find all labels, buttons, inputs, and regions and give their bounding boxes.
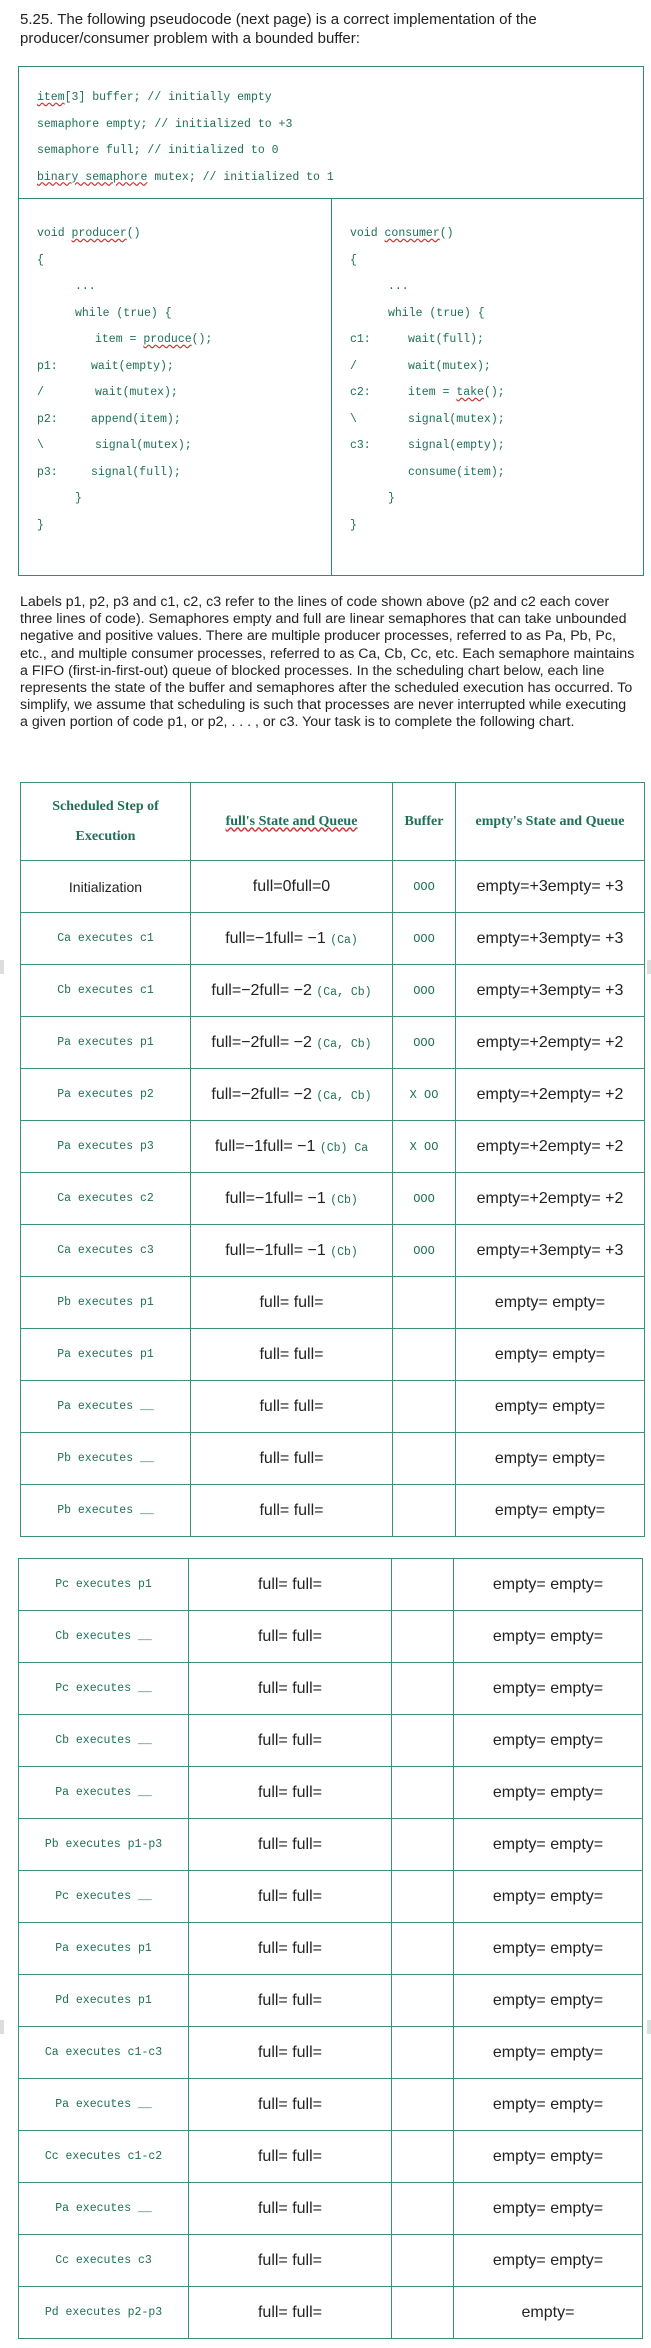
full-value: full= full= [257,1939,323,1957]
code-token: ... [388,280,409,293]
table-row [19,1611,643,1663]
code-token: (); [191,333,213,346]
empty-cell: empty= empty= [454,1871,643,1923]
empty-cell: empty= [454,2287,643,2339]
code-text [95,380,178,407]
code-token: signal(empty); [408,439,505,452]
step-cell: Pb executes __ [21,1433,191,1485]
code-token: while (true) { [75,306,172,320]
table-row [21,1485,645,1537]
buffer-cell: X OO [393,1121,456,1173]
code-token: () [126,227,141,240]
full-cell [191,1433,393,1485]
code-text [95,433,192,460]
code-line [350,354,643,381]
table-row [19,1559,643,1611]
code-token: void [350,227,385,240]
header-buffer: Buffer [393,783,456,861]
question-title: 5.25. The following pseudocode (next page) is a correct implementation of the producer/consumer problem with a bounded buffer: [20,11,537,47]
code-line [37,221,331,248]
empty-cell: empty=+2empty= +2 [456,1017,645,1069]
code-identifier: binary semaphore [37,170,148,184]
full-value: full= full= [257,2251,323,2269]
table-row [19,1975,643,2027]
empty-cell: empty=+3empty= +3 [456,965,645,1017]
full-cell [189,1975,392,2027]
declaration-line [37,138,643,165]
code-line [350,274,643,301]
table-row [19,1715,643,1767]
full-value: full= full= [257,1627,323,1645]
buffer-cell [392,1767,454,1819]
code-token: wait(mutex); [95,386,178,399]
table-row [21,1381,645,1433]
declaration-line [37,165,643,192]
line-label: \ [350,412,357,426]
full-value: full= full= [257,1783,323,1801]
full-queue: (Cb) Ca [319,1141,369,1155]
buffer-cell [392,2235,454,2287]
code-line [37,274,331,301]
step-cell: Pc executes __ [19,1871,189,1923]
empty-cell: empty= empty= [454,2079,643,2131]
code-line [350,248,643,275]
step-cell: Initialization [21,861,191,913]
full-cell [191,913,393,965]
buffer-cell [392,1871,454,1923]
full-cell [189,1871,392,1923]
buffer-cell: OOO [393,861,456,913]
full-value: full= full= [259,1293,324,1311]
buffer-cell [392,2183,454,2235]
buffer-cell [392,2131,454,2183]
full-cell [191,965,393,1017]
code-line [37,327,331,354]
page-edge-marker [647,960,651,974]
code-text [408,327,484,354]
page-edge-marker [0,960,4,974]
full-cell [191,1485,393,1537]
page-edge-marker [647,2020,651,2034]
buffer-cell [393,1381,456,1433]
full-cell [191,1069,393,1121]
full-cell [189,1767,392,1819]
buffer-cell: OOO [393,1173,456,1225]
step-cell: Cb executes __ [19,1715,189,1767]
buffer-cell: X OO [393,1069,456,1121]
table-row [21,965,645,1017]
line-label: p2: [37,412,58,426]
code-token: } [75,492,82,505]
full-value: full= full= [257,2147,323,2165]
code-line [350,486,643,513]
full-value: full=−1full= −1 [214,1137,316,1155]
empty-cell: empty= empty= [454,1611,643,1663]
code-token: consume(item); [408,465,505,479]
code-identifier: produce [143,333,192,346]
empty-cell: empty= empty= [456,1381,645,1433]
table-row [19,2027,643,2079]
step-cell: Pd executes p2-p3 [19,2287,189,2339]
step-cell: Pa executes __ [19,1767,189,1819]
table-row [21,913,645,965]
code-text [408,460,505,487]
code-text [388,274,409,301]
full-value: full=−2full= −2 [211,1033,312,1051]
full-cell [189,1663,392,1715]
code-text [408,433,505,460]
full-queue: (Ca, Cb) [316,1037,372,1051]
code-token: append(item); [91,412,181,426]
line-label: p3: [37,465,58,479]
buffer-cell [392,1819,454,1871]
code-text [37,248,44,275]
full-value: full= full= [257,2303,323,2321]
table-row [19,2131,643,2183]
full-cell [189,1923,392,1975]
full-cell [191,861,393,913]
empty-cell: empty= empty= [454,1559,643,1611]
buffer-cell [392,1559,454,1611]
table-row [19,2079,643,2131]
table-row [19,1663,643,1715]
code-line [37,407,331,434]
line-label: / [37,386,44,399]
full-value: full=−1full= −1 [225,1241,326,1259]
code-text: semaphore full; // initialized to 0 [37,144,279,157]
empty-cell: empty=+3empty= +3 [456,913,645,965]
table-row [21,1433,645,1485]
producer-code [19,199,331,575]
code-identifier: producer [71,227,127,240]
full-value: full=0full=0 [252,877,331,895]
buffer-cell: OOO [393,1225,456,1277]
buffer-cell [393,1277,456,1329]
full-value: full= full= [257,1887,323,1905]
empty-cell: empty= empty= [454,1767,643,1819]
code-text [37,513,44,540]
buffer-cell [392,1923,454,1975]
full-cell [191,1173,393,1225]
full-cell [189,1819,392,1871]
code-token: } [388,492,395,505]
buffer-cell [392,1611,454,1663]
code-token: wait(mutex); [408,359,491,373]
code-line [37,433,331,460]
code-line [350,460,643,487]
line-label: c2: [350,386,371,399]
empty-cell: empty= empty= [454,2235,643,2287]
code-token: { [350,253,357,267]
code-token: wait(empty); [91,359,174,373]
buffer-cell [392,1715,454,1767]
step-cell: Pa executes p1 [21,1329,191,1381]
line-label: c3: [350,439,371,452]
step-cell: Ca executes c1 [21,913,191,965]
table-row [21,1017,645,1069]
full-value: full= full= [259,1449,324,1467]
full-cell [189,2131,392,2183]
step-cell: Pa executes p2 [21,1069,191,1121]
step-cell: Pa executes p3 [21,1121,191,1173]
code-text [350,221,454,248]
schedule-table-page2 [18,1558,643,2339]
code-line [350,301,643,328]
buffer-cell [392,2027,454,2079]
full-cell [191,1381,393,1433]
step-cell: Pa executes __ [19,2183,189,2235]
full-value: full= full= [257,1679,323,1697]
code-token: ... [75,280,96,293]
buffer-cell: OOO [393,913,456,965]
code-box [18,66,644,576]
table-row [19,2235,643,2287]
code-text [91,354,174,381]
code-text [37,221,141,248]
code-text: [3] buffer; // initially empty [64,91,272,104]
empty-cell: empty= empty= [454,2027,643,2079]
header-full: full's State and Queue [191,783,393,861]
step-cell: Pa executes __ [19,2079,189,2131]
declarations-block [19,67,643,199]
step-cell: Pc executes p1 [19,1559,189,1611]
code-line [350,433,643,460]
code-token: signal(mutex); [95,439,192,452]
code-line [37,301,331,328]
full-cell [189,2079,392,2131]
full-value: full= full= [257,1731,323,1749]
step-cell: Pa executes p1 [19,1923,189,1975]
empty-cell: empty= empty= [456,1277,645,1329]
full-cell [189,2235,392,2287]
code-token: } [350,518,357,532]
step-cell: Cb executes __ [19,1611,189,1663]
step-cell: Pb executes p1 [21,1277,191,1329]
code-line [350,407,643,434]
empty-cell: empty=+3empty= +3 [456,861,645,913]
code-token: signal(full); [91,465,181,479]
full-queue: (Ca, Cb) [316,1089,372,1103]
code-text [388,301,485,328]
full-value: full=−2full= −2 [211,1085,312,1103]
full-cell [189,2287,392,2339]
full-value: full= full= [259,1345,324,1363]
empty-cell: empty=+2empty= +2 [456,1121,645,1173]
code-text [388,486,395,513]
table-row [19,2287,643,2339]
table-row [21,1121,645,1173]
table-row [19,1767,643,1819]
full-value: full= full= [257,1575,323,1593]
code-token: void [37,227,72,240]
full-cell [189,2183,392,2235]
code-identifier: item [37,91,65,104]
code-token: (); [483,386,505,399]
full-value: full=−2full= −2 [211,981,312,999]
empty-cell: empty=+2empty= +2 [456,1173,645,1225]
full-value: full= full= [257,2043,323,2061]
line-label: \ [37,439,44,452]
code-line [350,513,643,540]
code-token: signal(mutex); [408,412,505,426]
header-step: Scheduled Step of Execution [21,783,191,861]
line-label: c1: [350,333,371,346]
code-line [37,380,331,407]
buffer-cell [392,1975,454,2027]
code-line [37,513,331,540]
full-queue: (Ca) [330,933,358,947]
code-line [350,221,643,248]
full-cell [191,1225,393,1277]
code-identifier: consumer [384,227,440,240]
table-row [21,1225,645,1277]
step-cell: Ca executes c3 [21,1225,191,1277]
line-label: p1: [37,359,58,373]
step-cell: Pa executes p1 [21,1017,191,1069]
full-value: full= full= [257,2095,323,2113]
buffer-cell: OOO [393,1017,456,1069]
full-queue: (Ca, Cb) [316,985,372,999]
declaration-line [37,112,643,139]
code-line [350,327,643,354]
step-cell: Pb executes __ [21,1485,191,1537]
code-text [91,407,181,434]
header-empty: empty's State and Queue [456,783,645,861]
full-cell [189,1715,392,1767]
empty-cell: empty= empty= [454,2131,643,2183]
code-token: item = [95,333,144,346]
buffer-cell [393,1433,456,1485]
empty-cell: empty=+3empty= +3 [456,1225,645,1277]
full-cell [189,1559,392,1611]
table-row [21,861,645,913]
code-text [75,486,82,513]
full-value: full= full= [259,1397,324,1415]
full-value: full=−1full= −1 [225,929,326,947]
full-queue: (Cb) [330,1245,358,1259]
step-cell: Pc executes __ [19,1663,189,1715]
empty-cell: empty= empty= [454,1819,643,1871]
table-row [21,1277,645,1329]
buffer-cell [393,1485,456,1537]
code-text [408,407,505,434]
empty-cell: empty= empty= [454,1715,643,1767]
empty-cell: empty= empty= [454,1663,643,1715]
code-text [91,460,181,487]
full-cell [191,1121,393,1173]
code-line [37,248,331,275]
buffer-cell [393,1329,456,1381]
code-token: item = [408,386,457,399]
full-value: full=−1full= −1 [225,1189,326,1207]
step-cell: Ca executes c2 [21,1173,191,1225]
table-row [21,1329,645,1381]
code-token: } [37,518,44,532]
table-row [19,2183,643,2235]
step-cell: Pd executes p1 [19,1975,189,2027]
full-cell [189,1611,392,1663]
full-value: full= full= [257,2199,323,2217]
schedule-table-page1 [20,782,645,1537]
code-text [408,380,505,407]
code-identifier: take [456,386,484,399]
code-line [37,354,331,381]
full-cell [191,1017,393,1069]
step-cell: Ca executes c1-c3 [19,2027,189,2079]
step-cell: Cc executes c3 [19,2235,189,2287]
step-cell: Cb executes c1 [21,965,191,1017]
empty-cell: empty= empty= [454,1923,643,1975]
empty-cell: empty= empty= [456,1329,645,1381]
line-label: / [350,359,357,373]
empty-cell: empty= empty= [454,2183,643,2235]
table-row [19,1819,643,1871]
problem-description: Labels p1, p2, p3 and c1, c2, c3 refer to the lines of code shown above (p2 and c2 each cover three lines of code). Semaphores empty and full are linear semaphores that can take unbounded negative and positive values. There are multiple producer processes, referred to as Pa, Pb, Pc, etc., and multiple consumer processes, referred to as Ca, Cb, Cc, etc. Each semaphore maintains a FIFO (first-in-first-out) queue of blocked processes. In the scheduling chart below, each line represents the state of the buffer and semaphores after the scheduled execution has occurred. To simplify, we assume that scheduling is such that processes are never interrupted while executing a given portion of code p1, or p2, . . . , or c3. Your task is to complete the following chart. [20,594,635,731]
code-text [408,354,491,381]
code-token: () [439,227,454,240]
empty-cell: empty=+2empty= +2 [456,1069,645,1121]
full-cell [191,1277,393,1329]
step-cell: Pb executes p1-p3 [19,1819,189,1871]
full-value: full= full= [259,1501,324,1519]
code-text [75,274,96,301]
empty-cell: empty= empty= [454,1975,643,2027]
buffer-cell [392,2287,454,2339]
table-row [19,1923,643,1975]
code-line [37,486,331,513]
code-line [350,380,643,407]
full-cell [189,2027,392,2079]
code-text: mutex; // initialized to 1 [147,170,334,184]
table-row [19,1871,643,1923]
code-text [75,301,172,328]
page-edge-marker [0,2020,4,2034]
table-row [21,1173,645,1225]
full-cell [191,1329,393,1381]
empty-cell: empty= empty= [456,1433,645,1485]
code-text [350,248,357,275]
empty-cell: empty= empty= [456,1485,645,1537]
full-queue: (Cb) [330,1193,358,1207]
code-text [350,513,357,540]
consumer-code [331,199,643,575]
buffer-cell [392,1663,454,1715]
table-row [21,1069,645,1121]
code-text: semaphore empty; // initialized to +3 [37,117,293,131]
code-token: wait(full); [408,333,484,346]
code-line [37,460,331,487]
code-token: { [37,253,44,267]
buffer-cell [392,2079,454,2131]
step-cell: Pa executes __ [21,1381,191,1433]
full-value: full= full= [257,1991,323,2009]
buffer-cell: OOO [393,965,456,1017]
code-token: while (true) { [388,306,485,320]
declaration-line [37,85,643,112]
full-value: full= full= [257,1835,323,1853]
code-text [95,327,212,354]
step-cell: Cc executes c1-c2 [19,2131,189,2183]
